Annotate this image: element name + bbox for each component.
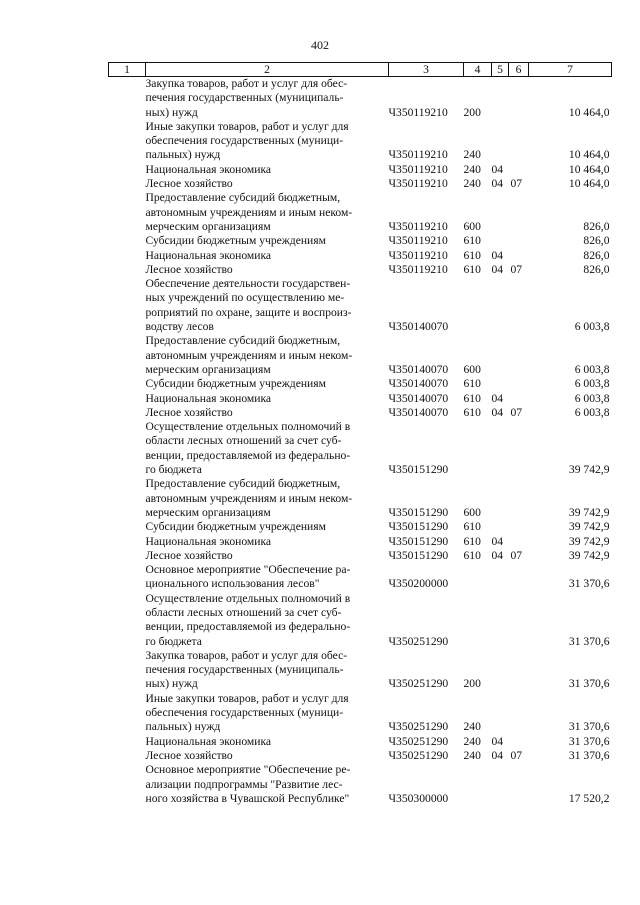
table-row [109,649,612,692]
table-row [109,406,612,420]
item-name [146,234,389,248]
expense-type: 610 [463,234,481,248]
subsection: 07 [510,748,523,762]
column-header-5: 5 [492,63,509,77]
section [492,692,509,735]
section: 04 [491,262,504,276]
row-number-cell [109,392,146,406]
item-name-text: Лесное хозяйство [145,548,233,562]
table-header [109,63,612,77]
subsection [509,420,529,477]
amount: 39 742,9 [568,548,610,562]
section: 04 [491,734,504,748]
row-number-cell [109,234,146,248]
item-name-text: Осуществление отдельных полномочий в области лесных отношений за счет суб- венции, предоставляемой из федерально- го бюджета [145,591,351,648]
item-name-text: Национальная экономика [145,734,272,748]
target-article: Ч350251290 [388,634,449,648]
table-row [109,249,612,263]
row-number-cell [109,592,146,649]
amount: 39 742,9 [568,534,610,548]
row-number-cell [109,77,146,120]
item-name-text: Национальная экономика [145,534,272,548]
target-article: Ч350300000 [388,791,449,805]
section [492,649,509,692]
row-number-cell [109,735,146,749]
section [492,77,509,120]
row-number-cell [109,334,146,377]
table-row [109,163,612,177]
subsection [509,234,529,248]
expense-type: 240 [463,720,481,734]
table-row [109,263,612,277]
expense-type: 610 [463,377,481,391]
target-article: Ч350140070 [388,405,449,419]
amount: 31 370,6 [568,748,610,762]
section [492,592,509,649]
item-name-text: Лесное хозяйство [145,262,233,276]
section [492,234,509,248]
expense-type: 610 [463,391,481,405]
amount: 31 370,6 [568,677,610,691]
table-row [109,563,612,592]
item-name [146,535,389,549]
item-name-text: Обеспечение деятельности государствен- ных учреждений по осуществлению ме- роприятий по охране, защите и воспроиз- водству лесов [145,277,352,334]
section [492,120,509,163]
item-name-text: Субсидии бюджетным учреждениям [145,234,326,248]
item-name [146,249,389,263]
table-row [109,535,612,549]
row-number-cell [109,692,146,735]
expense-type: 610 [463,405,481,419]
subsection [509,649,529,692]
amount: 31 370,6 [568,720,610,734]
item-name-text: Лесное хозяйство [145,405,233,419]
subsection [509,249,529,263]
section [492,334,509,377]
amount: 31 370,6 [568,577,610,591]
expense-type [464,420,492,477]
expense-type: 610 [463,548,481,562]
item-name-text: Предоставление субсидий бюджетным, автономным учреждениям и иным неком- мерческим организациям [145,477,353,519]
subsection [509,77,529,120]
table-row [109,420,612,477]
subsection [509,334,529,377]
target-article: Ч350151290 [388,534,449,548]
column-header-7: 7 [529,63,612,77]
column-header-3: 3 [389,63,464,77]
subsection [509,477,529,520]
expense-type [464,563,492,592]
subsection [509,392,529,406]
item-name [146,735,389,749]
section [492,277,509,334]
item-name [146,120,389,163]
table-row [109,592,612,649]
expense-type: 200 [463,677,481,691]
section: 04 [491,162,504,176]
amount: 10 464,0 [568,177,610,191]
item-name [146,277,389,334]
item-name-text: Субсидии бюджетным учреждениям [145,377,326,391]
item-name-text: Национальная экономика [145,391,272,405]
row-number-cell [109,549,146,563]
expense-type: 240 [463,748,481,762]
item-name [146,77,389,120]
row-number-cell [109,120,146,163]
section: 04 [491,391,504,405]
amount: 17 520,2 [568,791,610,805]
subsection [509,120,529,163]
item-name [146,692,389,735]
expense-type: 240 [463,734,481,748]
amount: 39 742,9 [568,520,610,534]
item-name-text: Национальная экономика [145,162,272,176]
item-name [146,649,389,692]
amount: 31 370,6 [568,634,610,648]
budget-table [108,62,612,806]
table-body [109,77,612,807]
subsection [509,692,529,735]
expense-type: 610 [463,262,481,276]
expense-type [464,592,492,649]
item-name-text: Лесное хозяйство [145,748,233,762]
section [492,191,509,234]
item-name [146,163,389,177]
target-article: Ч350251290 [388,677,449,691]
target-article: Ч350140070 [388,362,449,376]
target-article: Ч350140070 [388,320,449,334]
target-article: Ч350119210 [388,219,448,233]
section: 04 [491,177,504,191]
section [492,563,509,592]
target-article: Ч350151290 [388,505,449,519]
amount: 10 464,0 [568,105,610,119]
table-row [109,763,612,806]
item-name-text: Иные закупки товаров, работ и услуг для обеспечения государственных (муници- пальных) нужд [145,119,349,162]
subsection: 07 [510,405,523,419]
item-name-text: Основное мероприятие "Обеспечение ра- ционального использования лесов" [145,563,351,591]
amount: 826,0 [583,262,610,276]
item-name-text: Осуществление отдельных полномочий в области лесных отношений за счет суб- венции, предоставляемой из федерально- го бюджета [145,420,351,477]
table-row [109,392,612,406]
item-name-text: Закупка товаров, работ и услуг для обес- печения государственных (муниципаль- ных) нужд [145,77,348,119]
target-article: Ч350151290 [388,548,449,562]
table-row [109,520,612,534]
target-article: Ч350140070 [388,391,449,405]
row-number-cell [109,649,146,692]
row-number-cell [109,420,146,477]
target-article: Ч350119210 [388,177,448,191]
target-article: Ч350119210 [388,148,448,162]
item-name [146,420,389,477]
row-number-cell [109,377,146,391]
page-number: 402 [311,38,329,52]
section: 04 [491,548,504,562]
item-name [146,549,389,563]
section [492,520,509,534]
target-article: Ч350119210 [388,105,448,119]
row-number-cell [109,177,146,191]
target-article: Ч350251290 [388,734,449,748]
row-number-cell [109,477,146,520]
expense-type: 600 [463,219,481,233]
item-name [146,477,389,520]
row-number-cell [109,520,146,534]
expense-type: 240 [463,177,481,191]
section: 04 [491,405,504,419]
subsection: 07 [510,177,523,191]
subsection [509,735,529,749]
table-row [109,191,612,234]
expense-type: 600 [463,362,481,376]
item-name [146,334,389,377]
row-number-cell [109,249,146,263]
target-article: Ч350251290 [388,748,449,762]
table-row [109,334,612,377]
item-name [146,763,389,806]
item-name [146,191,389,234]
row-number-cell [109,277,146,334]
target-article: Ч350119210 [388,234,448,248]
item-name-text: Субсидии бюджетным учреждениям [145,520,326,534]
expense-type [464,277,492,334]
row-number-cell [109,749,146,763]
subsection [509,563,529,592]
expense-type: 610 [463,248,481,262]
subsection [509,377,529,391]
subsection [509,763,529,806]
item-name [146,592,389,649]
row-number-cell [109,263,146,277]
target-article: Ч350140070 [388,377,449,391]
amount: 6 003,8 [574,377,610,391]
header-row [109,63,612,77]
subsection: 07 [510,262,523,276]
amount: 31 370,6 [568,734,610,748]
table-row [109,749,612,763]
target-article: Ч350151290 [388,463,449,477]
amount: 10 464,0 [568,148,610,162]
table-row [109,549,612,563]
item-name [146,263,389,277]
amount: 6 003,8 [574,320,610,334]
amount: 826,0 [583,248,610,262]
table-row [109,277,612,334]
table-row [109,120,612,163]
amount: 39 742,9 [568,505,610,519]
amount: 6 003,8 [574,391,610,405]
amount: 39 742,9 [568,463,610,477]
target-article: Ч350200000 [388,577,449,591]
section: 04 [491,534,504,548]
expense-type: 200 [463,105,481,119]
expense-type: 610 [463,534,481,548]
row-number-cell [109,163,146,177]
item-name [146,392,389,406]
section: 04 [491,748,504,762]
item-name-text: Лесное хозяйство [145,177,233,191]
row-number-cell [109,535,146,549]
table-row [109,692,612,735]
column-header-1: 1 [109,63,146,77]
target-article: Ч350119210 [388,248,448,262]
item-name-text: Закупка товаров, работ и услуг для обес- печения государственных (муниципаль- ных) нужд [145,648,348,691]
section [492,763,509,806]
expense-type: 610 [463,520,481,534]
amount: 10 464,0 [568,162,610,176]
row-number-cell [109,763,146,806]
item-name [146,177,389,191]
item-name [146,406,389,420]
column-header-6: 6 [509,63,529,77]
amount: 6 003,8 [574,405,610,419]
column-header-4: 4 [464,63,492,77]
section [492,420,509,477]
subsection [509,163,529,177]
expense-type [464,763,492,806]
section: 04 [491,248,504,262]
table-row [109,177,612,191]
item-name [146,749,389,763]
column-header-2: 2 [146,63,389,77]
section [492,477,509,520]
item-name-text: Предоставление субсидий бюджетным, автономным учреждениям и иным неком- мерческим организациям [145,334,353,376]
table-row [109,77,612,120]
subsection [509,535,529,549]
row-number-cell [109,406,146,420]
table-row [109,377,612,391]
table-row [109,477,612,520]
item-name [146,520,389,534]
table-row [109,735,612,749]
row-number-cell [109,191,146,234]
item-name-text: Предоставление субсидий бюджетным, автономным учреждениям и иным неком- мерческим организациям [145,191,353,233]
item-name-text: Основное мероприятие "Обеспечение ре- ализации подпрограммы "Развитие лес- ного хозяйства в Чувашской Республике" [145,763,351,805]
expense-type: 240 [463,148,481,162]
item-name-text: Национальная экономика [145,248,272,262]
expense-type: 600 [463,505,481,519]
target-article: Ч350119210 [388,262,448,276]
amount: 826,0 [583,219,610,233]
subsection: 07 [510,548,523,562]
target-article: Ч350119210 [388,162,448,176]
row-number-cell [109,563,146,592]
section [492,377,509,391]
subsection [509,592,529,649]
subsection [509,520,529,534]
item-name-text: Иные закупки товаров, работ и услуг для обеспечения государственных (муници- пальных) нужд [145,691,349,734]
expense-type: 240 [463,162,481,176]
subsection [509,191,529,234]
table-row [109,234,612,248]
item-name [146,563,389,592]
amount: 6 003,8 [574,362,610,376]
target-article: Ч350151290 [388,520,449,534]
item-name [146,377,389,391]
subsection [509,277,529,334]
target-article: Ч350251290 [388,720,449,734]
amount: 826,0 [583,234,610,248]
